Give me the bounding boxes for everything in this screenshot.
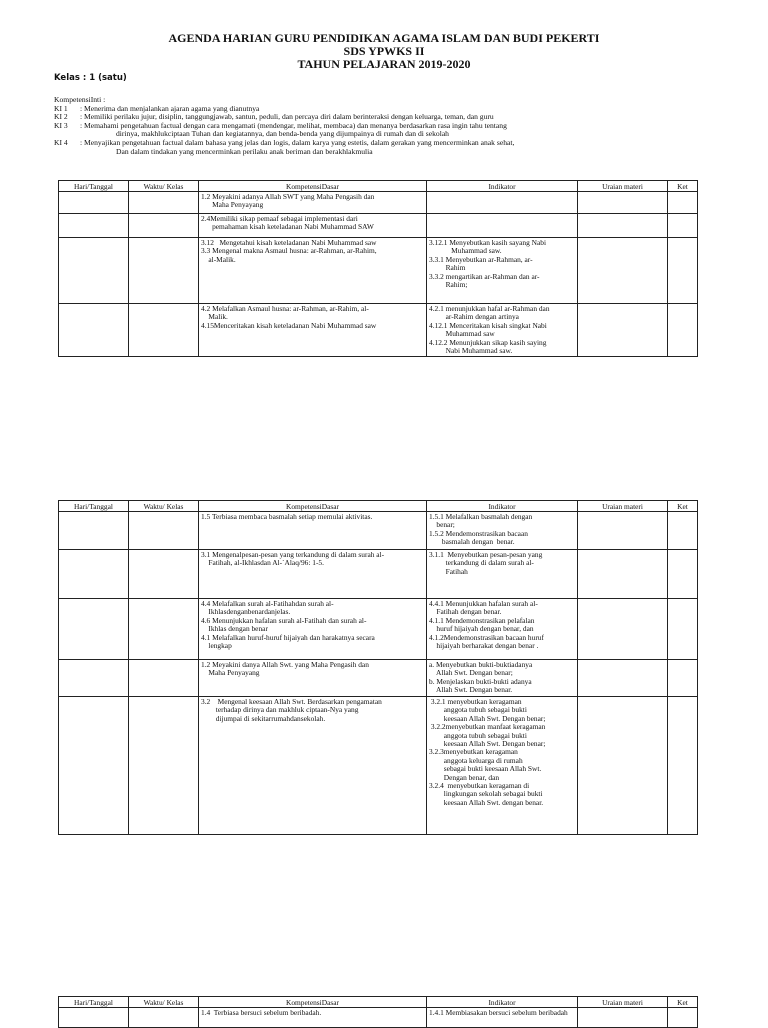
indikator-cell bbox=[427, 1008, 578, 1028]
kompetensi-dasar-cell bbox=[199, 192, 427, 214]
kompetensi-dasar-cell bbox=[199, 660, 427, 697]
kd-line: Ikhlas dengan benar bbox=[201, 624, 268, 634]
indikator-cell bbox=[427, 192, 578, 214]
indikator-cell bbox=[427, 660, 578, 697]
kd-line: dijumpai di sekitarrumahdansekolah. bbox=[201, 713, 326, 723]
indikator-line: terkandung di dalam surah al- bbox=[429, 558, 534, 568]
kompetensi-dasar-cell bbox=[199, 599, 427, 660]
kd-line: 1.4 Terbiasa bersuci sebelum beribadah. bbox=[201, 1008, 322, 1017]
kd-line: Maha Penyayang bbox=[201, 668, 260, 678]
uraian-materi-header: Uraian materi bbox=[578, 997, 668, 1008]
table-header-row bbox=[59, 181, 698, 192]
ki-code: KI 3 bbox=[54, 120, 68, 130]
table-row bbox=[59, 214, 698, 238]
kd-line: terhadap dirinya dan makhluk ciptaan-Nya yang bbox=[201, 705, 359, 715]
kompetensi-dasar-header: KompetensiDasar bbox=[199, 997, 427, 1008]
waktu-kelas-header: Waktu/ Kelas bbox=[129, 181, 199, 192]
uraian-materi-cell bbox=[578, 1008, 668, 1028]
uraian-materi-cell bbox=[578, 304, 668, 357]
ket-cell bbox=[668, 214, 698, 238]
indikator-line: 3.2.4 menyebutkan keragaman di bbox=[429, 781, 530, 791]
ki-item bbox=[54, 122, 714, 139]
uraian-materi-cell bbox=[578, 214, 668, 238]
hari-tanggal-header: Hari/Tanggal bbox=[59, 501, 129, 512]
indikator-line: 4.4.1 Menunjukkan hafalan surah al- bbox=[429, 599, 538, 608]
school-name: SDS YPWKS II bbox=[343, 44, 425, 58]
kompetensi-inti-heading: KompetensiInti : bbox=[54, 95, 106, 104]
indikator-line: 1.4.1 Membiasakan bersuci sebelum beribadah bbox=[429, 1008, 568, 1017]
kd-line: al-Malik. bbox=[201, 254, 236, 264]
kompetensi-inti bbox=[54, 96, 714, 156]
hari-tanggal-cell bbox=[59, 238, 129, 304]
kd-line: Malik. bbox=[201, 312, 228, 322]
ket-cell bbox=[668, 599, 698, 660]
hari-tanggal-cell bbox=[59, 192, 129, 214]
indikator-line: basmalah dengan benar. bbox=[429, 537, 515, 547]
indikator-line: 3.2.2menyebutkan manfaat keragaman bbox=[429, 722, 546, 732]
ket-cell bbox=[668, 550, 698, 599]
indikator-line: a. Menyebutkan bukti-buktiadanya bbox=[429, 660, 533, 669]
ket-header: Ket bbox=[668, 181, 698, 192]
indikator-line: sebagai bukti keesaan Allah Swt. bbox=[429, 764, 542, 774]
kd-line: 4.2 Melafalkan Asmaul husna: ar-Rahman, ar-Rahim, al- bbox=[201, 304, 369, 313]
indikator-line: 3.3.1 Menyebutkan ar-Rahman, ar- bbox=[429, 254, 533, 264]
ket-cell bbox=[668, 304, 698, 357]
ket-cell bbox=[668, 512, 698, 550]
kd-line: 3.12 Mengetahui kisah keteladanan Nabi Muhammad saw bbox=[201, 238, 377, 247]
indikator-line: 3.2.1 menyebutkan keragaman bbox=[429, 697, 522, 706]
indikator-line: keesaan Allah Swt. Dengan benar; bbox=[429, 739, 546, 749]
ket-cell bbox=[668, 1008, 698, 1028]
kd-line: 4.15Menceritakan kisah keteladanan Nabi Muhammad saw bbox=[201, 320, 377, 330]
ki-code: KI 1 bbox=[54, 103, 68, 113]
indikator-line: benar; bbox=[429, 520, 455, 530]
indikator-line: Nabi Muhammad saw. bbox=[429, 346, 513, 356]
uraian-materi-cell bbox=[578, 238, 668, 304]
kompetensi-dasar-cell bbox=[199, 1008, 427, 1028]
indikator-line: 3.12.1 Menyebutkan kasih sayang Nabi bbox=[429, 238, 546, 247]
agenda-table-1 bbox=[58, 180, 698, 357]
waktu-kelas-cell bbox=[129, 1008, 199, 1028]
indikator-header: Indikator bbox=[427, 997, 578, 1008]
uraian-materi-cell bbox=[578, 512, 668, 550]
ki-text-line: : Memahami pengetahuan factual dengan cara mengamati (mendengar, melihat, membaca) dan menanya berdasarkan rasa ingin tahu tentang bbox=[80, 120, 507, 130]
ket-cell bbox=[668, 238, 698, 304]
uraian-materi-cell bbox=[578, 599, 668, 660]
table-row bbox=[59, 550, 698, 599]
indikator-cell bbox=[427, 697, 578, 835]
table-row bbox=[59, 1008, 698, 1028]
table-row bbox=[59, 192, 698, 214]
hari-tanggal-cell bbox=[59, 697, 129, 835]
uraian-materi-cell bbox=[578, 660, 668, 697]
kompetensi-dasar-cell bbox=[199, 550, 427, 599]
indikator-line: 4.1.2Mendemonstrasikan bacaan huruf bbox=[429, 632, 544, 642]
agenda-table-2 bbox=[58, 500, 698, 835]
waktu-kelas-cell bbox=[129, 192, 199, 214]
ki-text-line: : Memiliki perilaku jujur, disiplin, tanggungjawab, santun, peduli, dan percaya diri dalam berinteraksi dengan keluarga, teman, dan guru bbox=[80, 112, 494, 122]
kompetensi-dasar-cell bbox=[199, 214, 427, 238]
indikator-line: 3.2.3menyebutkan keragaman bbox=[429, 747, 518, 757]
ket-cell bbox=[668, 697, 698, 835]
kd-line: 3.2 Mengenal keesaan Allah Swt. Berdasarkan pengamatan bbox=[201, 697, 382, 706]
indikator-line: keesaan Allah Swt. Dengan benar; bbox=[429, 713, 546, 723]
indikator-line: 1.5.1 Melafalkan basmalah dengan bbox=[429, 512, 533, 521]
indikator-line: anggota tubuh sebagai bukti bbox=[429, 705, 527, 715]
kd-line: 2.4Memiliki sikap pemaaf sebagai implementasi dari bbox=[201, 214, 358, 223]
kd-line: 3.1 Mengenalpesan-pesan yang terkandung di dalam surah al- bbox=[201, 550, 385, 559]
indikator-line: lingkungan sekolah sebagai bukti bbox=[429, 789, 543, 799]
table-row bbox=[59, 599, 698, 660]
indikator-header: Indikator bbox=[427, 501, 578, 512]
kompetensi-dasar-cell bbox=[199, 512, 427, 550]
table-row bbox=[59, 238, 698, 304]
ki-text-line: : Menerima dan menjalankan ajaran agama yang dianutnya bbox=[80, 103, 260, 113]
uraian-materi-header: Uraian materi bbox=[578, 501, 668, 512]
uraian-materi-header: Uraian materi bbox=[578, 181, 668, 192]
indikator-line: 4.1.1 Mendemonstrasikan pelafalan bbox=[429, 615, 535, 625]
indikator-line: anggota keluarga di rumah bbox=[429, 755, 523, 765]
hari-tanggal-header: Hari/Tanggal bbox=[59, 181, 129, 192]
indikator-line: Fatihah bbox=[429, 566, 468, 576]
indikator-line: b. Menjelaskan bukti-bukti adanya bbox=[429, 676, 532, 686]
table-header-row bbox=[59, 501, 698, 512]
indikator-cell bbox=[427, 214, 578, 238]
waktu-kelas-header: Waktu/ Kelas bbox=[129, 997, 199, 1008]
kd-line: Maha Penyayang bbox=[201, 200, 264, 210]
ki-text-line: Dan dalam tindakan yang mencerminkan perilaku anak beriman dan berakhlakmulia bbox=[116, 146, 373, 156]
indikator-line: Rahim bbox=[429, 263, 466, 273]
table-row bbox=[59, 660, 698, 697]
indikator-line: 4.12.2 Menunjukkan sikap kasih saying bbox=[429, 337, 547, 347]
indikator-line: 1.5.2 Mendemonstrasikan bacaan bbox=[429, 528, 528, 538]
ket-cell bbox=[668, 192, 698, 214]
kd-line: lengkap bbox=[201, 641, 232, 651]
hari-tanggal-cell bbox=[59, 1008, 129, 1028]
waktu-kelas-cell bbox=[129, 599, 199, 660]
indikator-line: Muhammad saw. bbox=[429, 246, 502, 256]
uraian-materi-cell bbox=[578, 550, 668, 599]
kd-line: Ikhlasdenganbenardanjelas. bbox=[201, 607, 291, 617]
kd-line: 1.5 Terbiasa membaca basmalah setiap memulai aktivitas. bbox=[201, 512, 373, 521]
indikator-line: Rahim; bbox=[429, 280, 468, 290]
ki-item bbox=[54, 139, 714, 156]
kd-line: 4.1 Melafalkan huruf-huruf hijaiyah dan harakatnya secara bbox=[201, 632, 375, 642]
agenda-title: AGENDA HARIAN GURU PENDIDIKAN AGAMA ISLAM DAN BUDI PEKERTI bbox=[168, 31, 600, 45]
indikator-line: huruf hijaiyah dengan benar, dan bbox=[429, 624, 534, 634]
waktu-kelas-header: Waktu/ Kelas bbox=[129, 501, 199, 512]
indikator-cell bbox=[427, 512, 578, 550]
indikator-line: hijaiyah berharakat dengan benar . bbox=[429, 641, 539, 651]
kd-line: 1.2 Meyakini danya Allah Swt. yang Maha Pengasih dan bbox=[201, 660, 369, 669]
table-row bbox=[59, 697, 698, 835]
kd-line: pemahaman kisah keteladanan Nabi Muhammad SAW bbox=[201, 222, 374, 232]
kd-line: Fatihah, al-Ikhlasdan Al-`Alaq/96: 1-5. bbox=[201, 558, 324, 568]
hari-tanggal-cell bbox=[59, 512, 129, 550]
academic-year: TAHUN PELAJARAN 2019-2020 bbox=[297, 57, 471, 71]
hari-tanggal-cell bbox=[59, 660, 129, 697]
hari-tanggal-cell bbox=[59, 304, 129, 357]
kd-line: 4.4 Melafalkan surah al-Fatihahdan surah al- bbox=[201, 599, 334, 608]
indikator-header: Indikator bbox=[427, 181, 578, 192]
waktu-kelas-cell bbox=[129, 214, 199, 238]
waktu-kelas-cell bbox=[129, 697, 199, 835]
indikator-line: 4.12.1 Menceritakan kisah singkat Nabi bbox=[429, 320, 547, 330]
indikator-cell bbox=[427, 599, 578, 660]
indikator-line: anggota tubuh sebagai bukti bbox=[429, 730, 527, 740]
kd-line: 3.3 Mengenal makna Asmaul husna: ar-Rahman, ar-Rahim, bbox=[201, 246, 377, 256]
hari-tanggal-cell bbox=[59, 550, 129, 599]
indikator-cell bbox=[427, 304, 578, 357]
kd-line: 1.2 Meyakini adanya Allah SWT yang Maha Pengasih dan bbox=[201, 192, 375, 201]
kompetensi-dasar-header: KompetensiDasar bbox=[199, 501, 427, 512]
hari-tanggal-cell bbox=[59, 214, 129, 238]
waktu-kelas-cell bbox=[129, 512, 199, 550]
indikator-line: Allah Swt. Dengan benar; bbox=[429, 668, 513, 678]
indikator-line: Fatihah dengan benar. bbox=[429, 607, 502, 617]
ket-header: Ket bbox=[668, 501, 698, 512]
table-row bbox=[59, 304, 698, 357]
ket-header: Ket bbox=[668, 997, 698, 1008]
indikator-line: Allah Swt. Dengan benar. bbox=[429, 685, 513, 695]
kompetensi-dasar-cell bbox=[199, 238, 427, 304]
waktu-kelas-cell bbox=[129, 660, 199, 697]
kompetensi-dasar-header: KompetensiDasar bbox=[199, 181, 427, 192]
ket-cell bbox=[668, 660, 698, 697]
indikator-line: ar-Rahim dengan artinya bbox=[429, 312, 519, 322]
kompetensi-dasar-cell bbox=[199, 697, 427, 835]
indikator-line: 3.3.2 mengartikan ar-Rahman dan ar- bbox=[429, 271, 540, 281]
hari-tanggal-header: Hari/Tanggal bbox=[59, 997, 129, 1008]
agenda-table-3 bbox=[58, 996, 698, 1028]
ki-code: KI 2 bbox=[54, 112, 68, 122]
waktu-kelas-cell bbox=[129, 550, 199, 599]
indikator-line: 4.2.1 menunjukkan hafal ar-Rahman dan bbox=[429, 304, 550, 313]
indikator-line: keesaan Allah Swt. dengan benar. bbox=[429, 797, 544, 807]
kd-line: 4.6 Menunjukkan hafalan surah al-Fatihah dan surah al- bbox=[201, 615, 367, 625]
kompetensi-dasar-cell bbox=[199, 304, 427, 357]
class-label: Kelas : 1 (satu) bbox=[54, 73, 127, 83]
uraian-materi-cell bbox=[578, 697, 668, 835]
indikator-line: Dengan benar, dan bbox=[429, 772, 500, 782]
ki-code: KI 4 bbox=[54, 137, 68, 147]
ki-text-line: dirinya, makhlukciptaan Tuhan dan kegiatannya, dan benda-benda yang dijumpainya di rumah dan di sekolah bbox=[116, 129, 449, 139]
table-header-row bbox=[59, 997, 698, 1008]
indikator-cell bbox=[427, 238, 578, 304]
indikator-cell bbox=[427, 550, 578, 599]
waktu-kelas-cell bbox=[129, 304, 199, 357]
table-row bbox=[59, 512, 698, 550]
waktu-kelas-cell bbox=[129, 238, 199, 304]
uraian-materi-cell bbox=[578, 192, 668, 214]
indikator-line: Muhammad saw bbox=[429, 329, 495, 339]
hari-tanggal-cell bbox=[59, 599, 129, 660]
indikator-line: 3.1.1 Menyebutkan pesan-pesan yang bbox=[429, 550, 543, 559]
ki-text-line: : Menyajikan pengetahuan factual dalam bahasa yang jelas dan logis, dalam karya yang estetis, dalam gerakan yang mencerminkan anak sehat, bbox=[80, 137, 515, 147]
